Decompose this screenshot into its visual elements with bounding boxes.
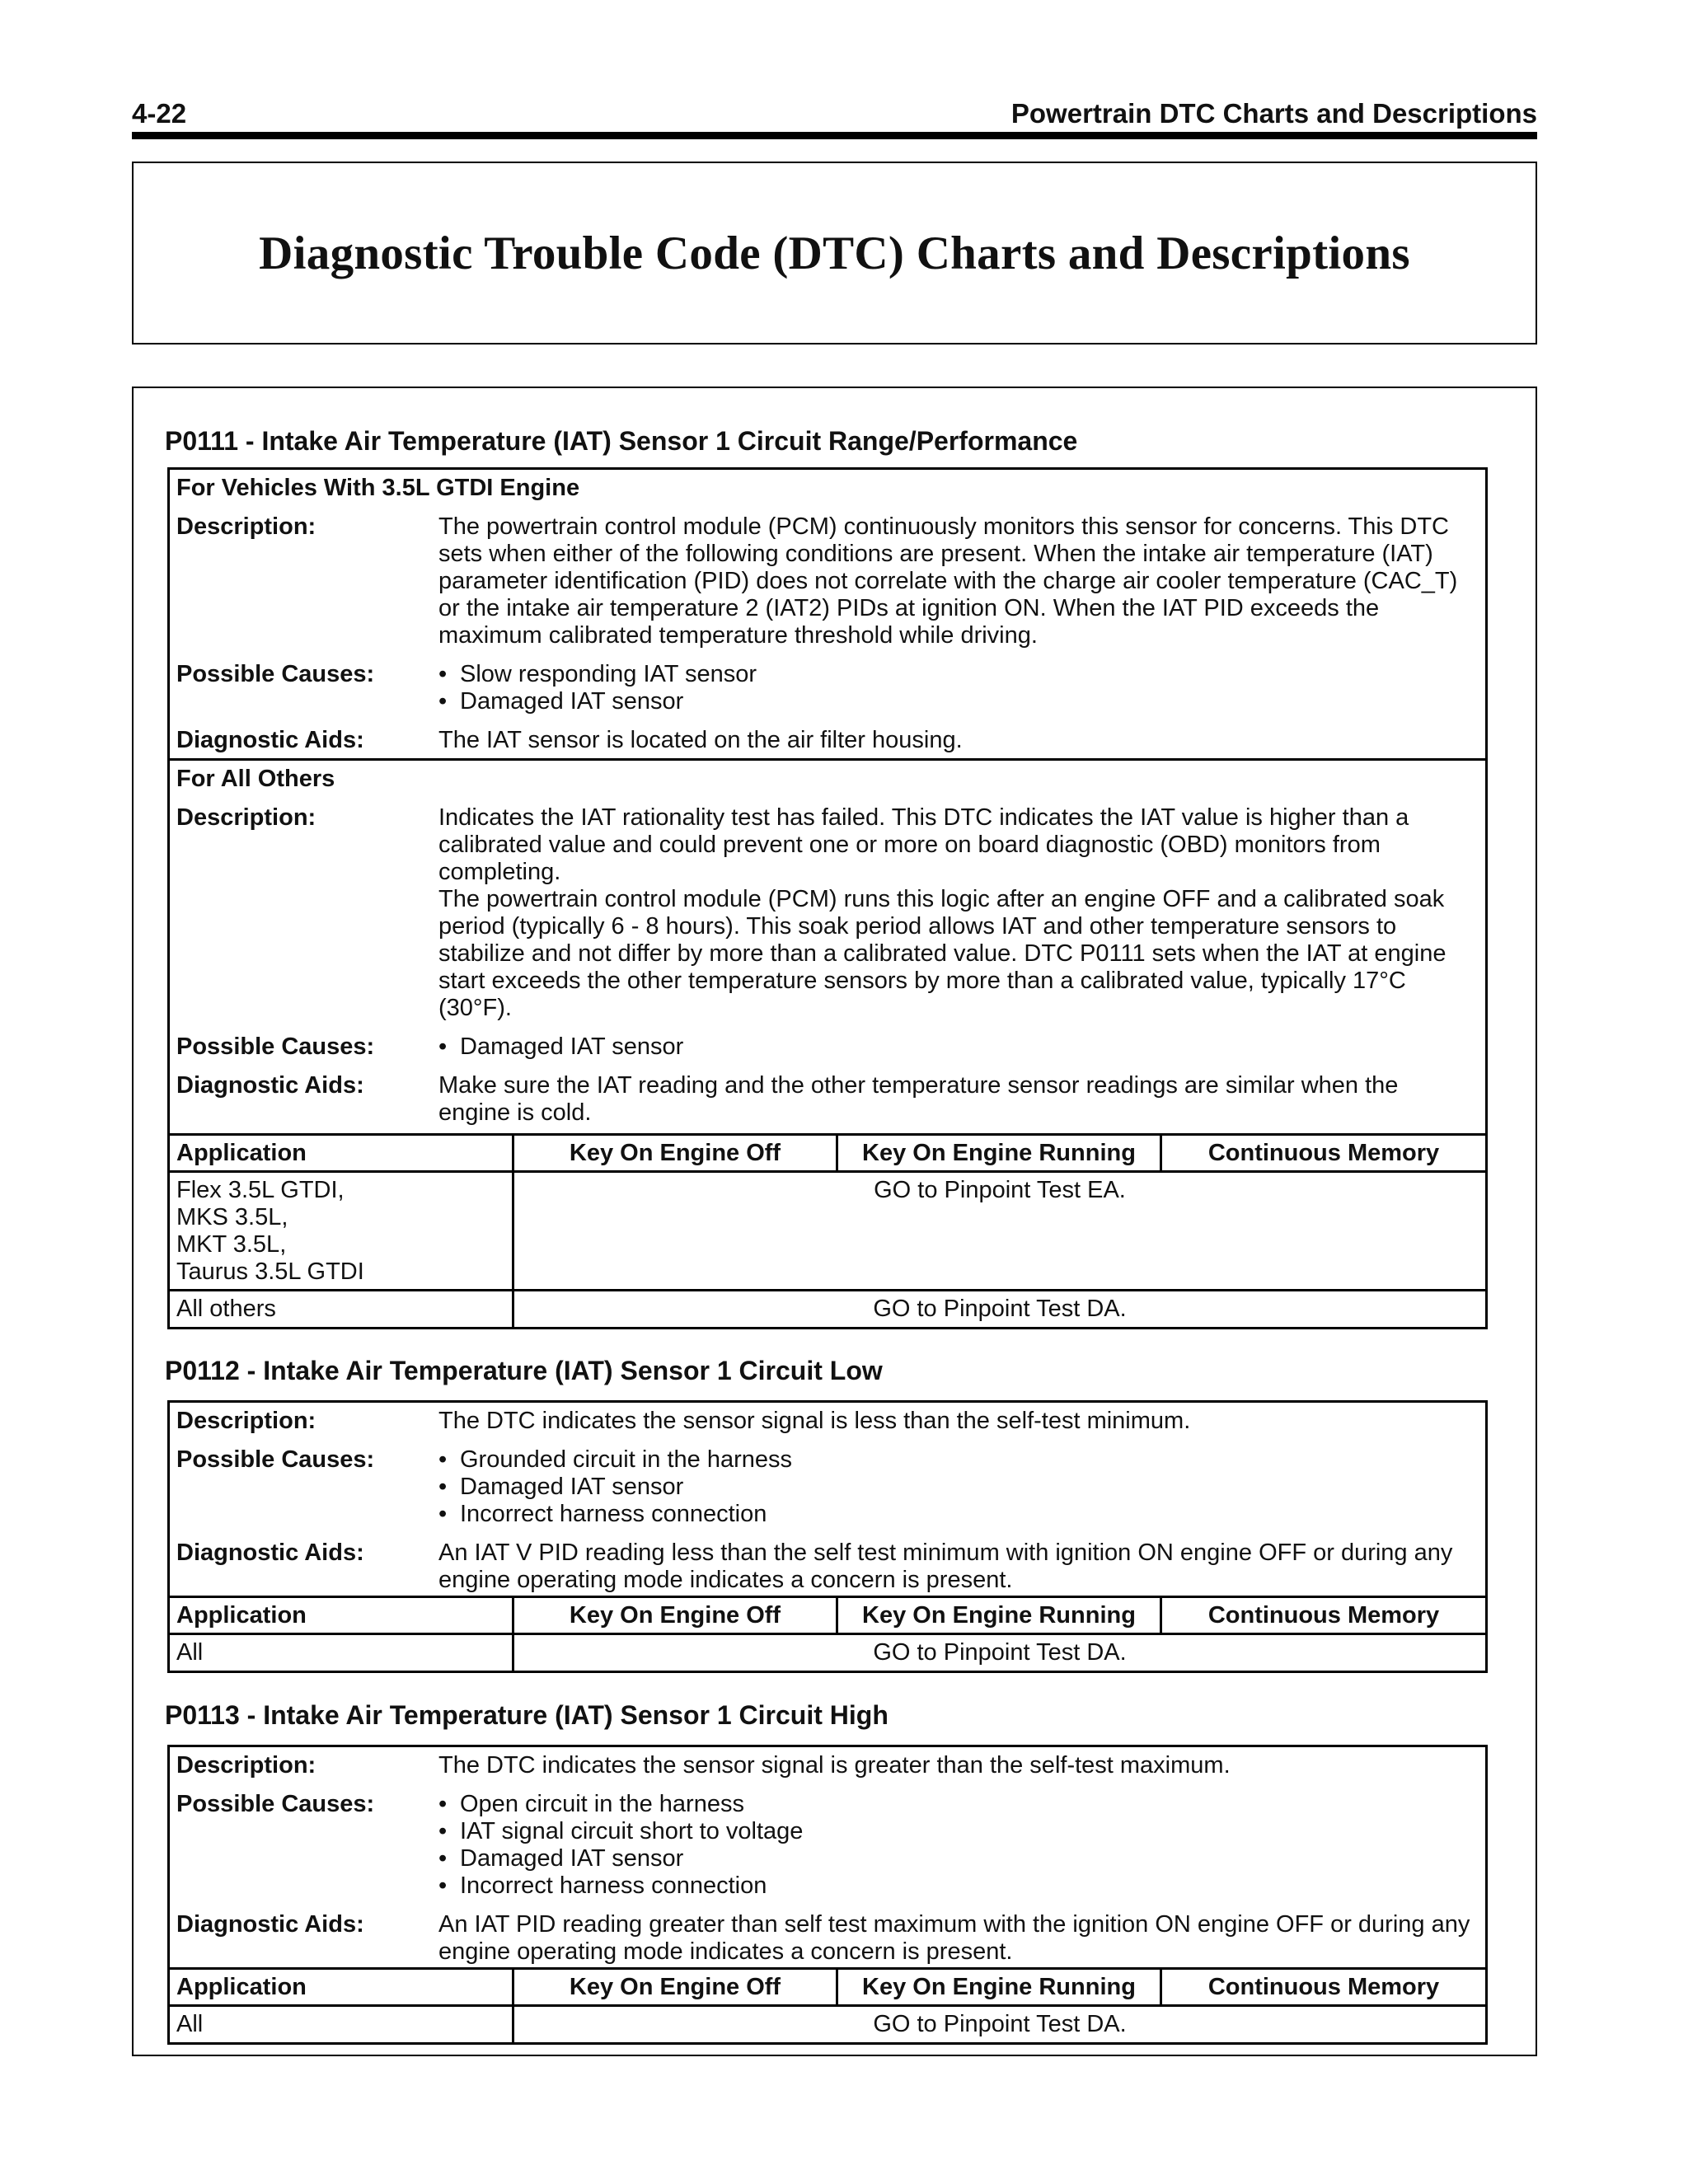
- diagnostic-aids-label: Diagnostic Aids:: [176, 1911, 364, 1938]
- description-text: The DTC indicates the sensor signal is greater than the self-test maximum.: [438, 1752, 1231, 1779]
- application-cell: [170, 1173, 514, 1289]
- title-box: [132, 162, 1537, 344]
- cause-item: • IAT signal circuit short to voltage: [438, 1818, 1474, 1845]
- possible-causes-label: Possible Causes:: [176, 1033, 375, 1060]
- cause-item: • Damaged IAT sensor: [438, 688, 1474, 715]
- page-number: 4-22: [132, 98, 187, 129]
- header-rule: [132, 132, 1537, 139]
- section-heading-others: For All Others: [176, 766, 335, 792]
- application-table: [170, 1967, 1485, 2042]
- cause-item: • Damaged IAT sensor: [438, 1845, 1474, 1872]
- diagnostic-aids-text: An IAT PID reading greater than self test maximum with the ignition ON engine OFF or during any engine operating mode indicates a concern is present.: [438, 1911, 1470, 1965]
- possible-causes-row: [170, 1791, 1485, 1900]
- application-cell: [170, 2007, 514, 2042]
- diagnostic-aids-row: [170, 727, 1485, 758]
- col-header-koeo: Key On Engine Off: [514, 1970, 838, 2007]
- description-row: [170, 804, 1485, 1022]
- application-name: Flex 3.5L GTDI,: [176, 1177, 345, 1203]
- possible-causes-row: [170, 661, 1485, 715]
- application-name: All others: [176, 1296, 276, 1322]
- application-cell: [170, 1291, 514, 1327]
- section-title: Powertrain DTC Charts and Descriptions: [1010, 98, 1537, 129]
- diagnostic-aids-row: [170, 1911, 1485, 1967]
- cause-item: • Slow responding IAT sensor: [438, 661, 1474, 688]
- application-name: All: [176, 1639, 204, 1666]
- dtc-title-p0111: P0111 - Intake Air Temperature (IAT) Sensor 1 Circuit Range/Performance: [165, 426, 1078, 456]
- description-text: Indicates the IAT rationality test has failed. This DTC indicates the IAT value is higher than a calibrated value and could prevent one or more on board diagnostic (OBD) monitors from completing.: [438, 804, 1409, 885]
- col-header-application: Application: [170, 1598, 514, 1635]
- cause-item: • Damaged IAT sensor: [438, 1033, 1474, 1061]
- pinpoint-test-action: GO to Pinpoint Test DA.: [873, 1296, 1127, 1322]
- dtc-title-p0113: P0113 - Intake Air Temperature (IAT) Sensor 1 Circuit High: [165, 1700, 889, 1730]
- page-header: [132, 97, 1537, 130]
- description-label: Description:: [176, 513, 316, 540]
- description-label: Description:: [176, 1752, 316, 1779]
- diagnostic-aids-label: Diagnostic Aids:: [176, 727, 364, 753]
- diagnostic-aids-label: Diagnostic Aids:: [176, 1072, 364, 1099]
- dtc-table-p0113: [167, 1745, 1488, 2045]
- application-name: All: [176, 2011, 204, 2037]
- pinpoint-test-action: GO to Pinpoint Test EA.: [874, 1177, 1126, 1203]
- section-heading-gtdi: For Vehicles With 3.5L GTDI Engine: [176, 475, 580, 501]
- diagnostic-aids-text: The IAT sensor is located on the air filter housing.: [438, 727, 963, 753]
- cause-item: • Incorrect harness connection: [438, 1501, 1474, 1528]
- description-row: [170, 1752, 1485, 1779]
- col-header-application: Application: [170, 1136, 514, 1173]
- possible-causes-label: Possible Causes:: [176, 1446, 375, 1473]
- application-table: [170, 1133, 1485, 1327]
- description-text: The DTC indicates the sensor signal is less than the self-test minimum.: [438, 1408, 1191, 1434]
- diagnostic-aids-row: [170, 1072, 1485, 1133]
- description-text: The powertrain control module (PCM) continuously monitors this sensor for concerns. This DTC sets when either of the following conditions are present. When the intake air temperature (IAT) parameter identification (PID) does not correlate with the charge air cooler temperature (CAC_T) or the intake air temperature 2 (IAT2) PIDs at ignition ON. When the IAT PID exceeds the maximum calibrated temperature threshold while driving.: [438, 513, 1458, 649]
- cause-item: • Incorrect harness connection: [438, 1872, 1474, 1900]
- application-name: Taurus 3.5L GTDI: [176, 1258, 364, 1285]
- diagnostic-aids-row: [170, 1540, 1485, 1596]
- description-label: Description:: [176, 1408, 316, 1434]
- col-header-koeo: Key On Engine Off: [514, 1598, 838, 1635]
- dtc-title-p0112: P0112 - Intake Air Temperature (IAT) Sensor 1 Circuit Low: [165, 1356, 883, 1385]
- dtc-table-p0111: [167, 467, 1488, 1329]
- col-header-koer: Key On Engine Running: [838, 1136, 1162, 1173]
- description-label: Description:: [176, 804, 316, 831]
- cause-item: • Grounded circuit in the harness: [438, 1446, 1474, 1474]
- pinpoint-test-action: GO to Pinpoint Test DA.: [873, 1639, 1127, 1666]
- diagnostic-aids-text: Make sure the IAT reading and the other temperature sensor readings are similar when the engine is cold.: [438, 1072, 1399, 1126]
- col-header-continuous-memory: Continuous Memory: [1162, 1598, 1485, 1635]
- possible-causes-label: Possible Causes:: [176, 1791, 375, 1817]
- pinpoint-test-action: GO to Pinpoint Test DA.: [873, 2011, 1127, 2037]
- possible-causes-label: Possible Causes:: [176, 661, 375, 687]
- col-header-koer: Key On Engine Running: [838, 1970, 1162, 2007]
- description-row: [170, 513, 1485, 649]
- possible-causes-row: [170, 1446, 1485, 1528]
- dtc-table-p0112: [167, 1400, 1488, 1673]
- cause-item: • Open circuit in the harness: [438, 1791, 1474, 1818]
- application-table: [170, 1596, 1485, 1671]
- col-header-application: Application: [170, 1970, 514, 2007]
- col-header-continuous-memory: Continuous Memory: [1162, 1970, 1485, 2007]
- content-box: [132, 387, 1537, 2056]
- diagnostic-aids-text: An IAT V PID reading less than the self test minimum with ignition ON engine OFF or during any engine operating mode indicates a concern is present.: [438, 1540, 1453, 1593]
- page-title: Diagnostic Trouble Code (DTC) Charts and Descriptions: [259, 227, 1410, 279]
- col-header-koer: Key On Engine Running: [838, 1598, 1162, 1635]
- col-header-continuous-memory: Continuous Memory: [1162, 1136, 1485, 1173]
- application-cell: [170, 1635, 514, 1671]
- description-text: The powertrain control module (PCM) runs this logic after an engine OFF and a calibrated soak period (typically 6 - 8 hours). This soak period allows IAT and other temperature sensors to stabilize and not differ by more than a calibrated value. DTC P0111 sets when the IAT at engine start exceeds the other temperature sensors by more than a calibrated value, typically 17°C (30°F).: [438, 886, 1447, 1021]
- description-row: [170, 1408, 1485, 1435]
- application-name: MKS 3.5L,: [176, 1204, 288, 1230]
- possible-causes-row: [170, 1033, 1485, 1061]
- cause-item: • Damaged IAT sensor: [438, 1474, 1474, 1501]
- col-header-koeo: Key On Engine Off: [514, 1136, 838, 1173]
- application-name: MKT 3.5L,: [176, 1231, 287, 1258]
- diagnostic-aids-label: Diagnostic Aids:: [176, 1540, 364, 1566]
